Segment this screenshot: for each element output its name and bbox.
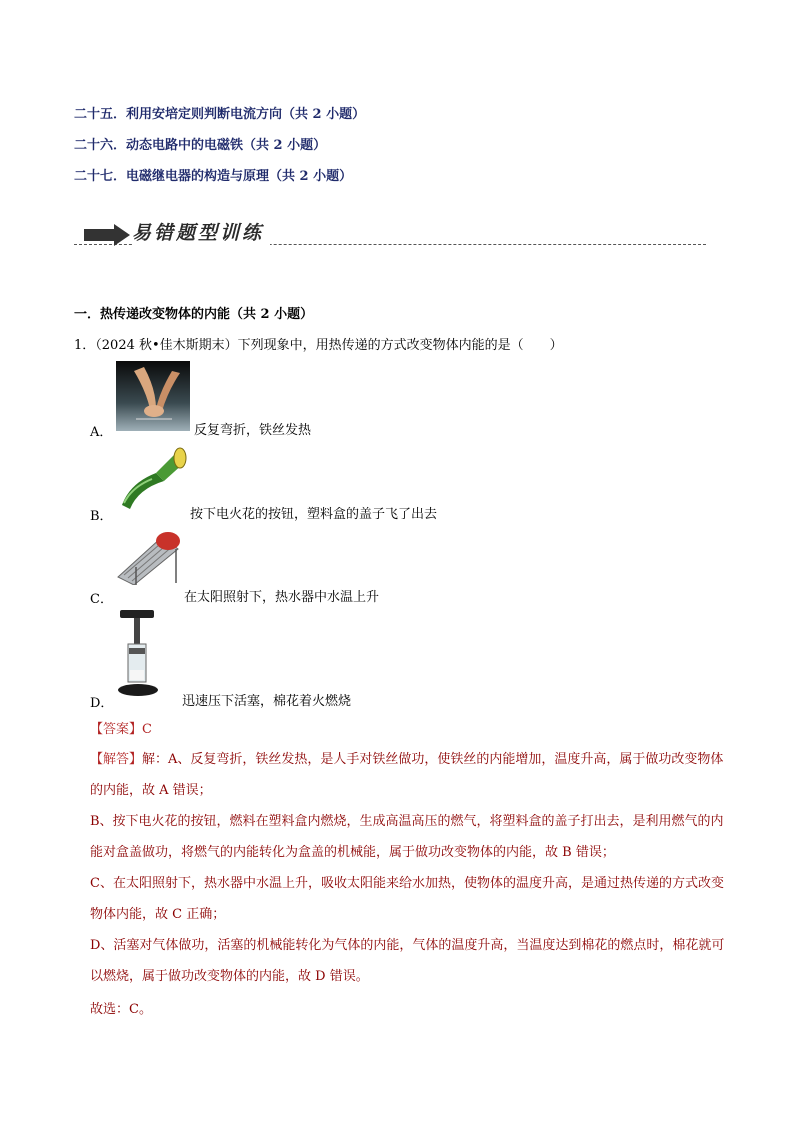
section-title: 一．热传递改变物体的内能（共 2 小题） — [74, 307, 314, 322]
explanation-line-c: C、在太阳照射下，热水器中水温上升，吸收太阳能来给水加热，使物体的温度升高，是通过热传递的方式改变物体内能，故 C 正确； — [90, 876, 724, 922]
toc-item-26[interactable]: 二十六．动态电路中的电磁铁（共 2 小题） — [74, 138, 327, 153]
explanation-tag: 【解答】 — [90, 752, 143, 767]
banner-title: 易错题型训练 — [132, 218, 270, 245]
answer-tag: 【答案】 — [90, 722, 143, 737]
option-c-text: 在太阳照射下，热水器中水温上升 — [184, 590, 380, 605]
explanation-line-a-text: 解：A、反复弯折，铁丝发热，是人手对铁丝做功，使铁丝的内能增加，温度升高，属于做功改变物体的内能，故 A 错误； — [90, 752, 724, 798]
explanation-conclusion: 故选：C。 — [90, 1002, 152, 1017]
toc-item-25[interactable]: 二十五．利用安培定则判断电流方向（共 2 小题） — [74, 107, 366, 122]
question-text: 1．（2024 秋•佳木斯期末）下列现象中，用热传递的方式改变物体内能的是（ ） — [74, 338, 563, 353]
spark-igniter-image — [116, 443, 188, 515]
hands-bending-wire-image — [116, 361, 190, 431]
explanation-line-a — [90, 744, 730, 806]
explanation-line-b: B、按下电火花的按钮，燃料在塑料盒内燃烧，生成高温高压的燃气，将塑料盒的盖子打出去，是利用燃气的内能对盒盖做功，将燃气的内能转化为盒盖的机械能，属于做功改变物体的内能，故 B 错误； — [90, 814, 724, 860]
explanation-line-d: D、活塞对气体做功，活塞的机械能转化为气体的内能，气体的温度升高，当温度达到棉花的燃点时，棉花就可以燃烧，属于做功改变物体的内能，故 D 错误。 — [90, 938, 725, 984]
option-c-label: C． — [90, 592, 113, 607]
solar-heater-image — [116, 527, 182, 585]
option-b-label: B． — [90, 509, 113, 524]
option-a-label: A． — [90, 425, 113, 440]
toc-item-27[interactable]: 二十七．电磁继电器的构造与原理（共 2 小题） — [74, 169, 353, 184]
section-banner — [74, 212, 706, 252]
option-d-label: D． — [90, 696, 114, 711]
answer — [90, 718, 152, 737]
option-d-text: 迅速压下活塞，棉花着火燃烧 — [182, 694, 352, 709]
option-b-text: 按下电火花的按钮，塑料盒的盖子飞了出去 — [190, 507, 438, 522]
piston-cylinder-image — [116, 608, 180, 702]
option-a-text: 反复弯折，铁丝发热 — [194, 423, 312, 438]
answer-value: C — [142, 722, 152, 737]
arrow-icon — [84, 224, 132, 246]
